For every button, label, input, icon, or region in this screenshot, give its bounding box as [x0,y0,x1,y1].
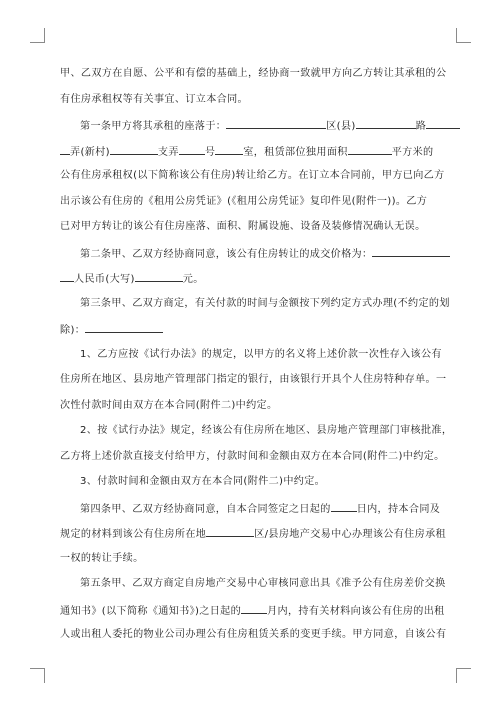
text-line: 出示该公有住房的《租用公房凭证》(《租用公房凭证》复印件见(附件一))。乙方 [60,195,428,207]
text-segment: 元。 [182,274,204,285]
text-segment: 号 [204,146,216,158]
crop-mark-top-right [456,28,471,43]
text-segment: 区/县房地产交易中心办理该公有住房承租 [254,529,446,540]
text-segment: 室，租赁部位独用面积 [243,146,348,158]
clause-2-line-1 [60,245,442,260]
crop-mark-bottom-left [30,668,45,683]
text-line: 乙方将上述价款直接支付给甲方，付款时间和金额由双方在本合同(附件二)中约定。 [60,450,445,462]
text-segment: 人民币(大写) [74,274,135,285]
text-segment: 第二条甲、乙双方经协商同意，该公有住房转让的成交价格为： [80,248,373,260]
text-line: 已对甲方转让的该公有住房座落、面积、附属设施、设备及装修情况确认无误。 [60,221,426,232]
text-segment: 支弄 [157,146,179,158]
clause-3-line-2 [60,321,442,336]
text-segment: 第四条甲、乙双方经协商同意，自本合同签定之日起的 [80,503,331,515]
fill-blank [206,525,254,537]
crop-mark-top-left [30,28,45,43]
text-line: 1、乙方应按《试行办法》的规定，以甲方的名义将上述价款一次性存入该公有 [80,348,442,360]
text-segment: 弄(新村) [70,146,110,158]
text-segment: 月内，持有关材料向该公有住房的出租 [267,605,445,617]
fill-blank [85,321,163,333]
clause-1-line-2 [60,143,442,158]
text-line: 公有住房承租权(以下简称该公有住房)转让给乙方。在订立本合同前，甲方已向乙方 [60,170,445,181]
fill-blank [241,602,267,614]
text-segment: 平方米的 [391,146,434,158]
text-line: 次性付款时间由双方在本合同(附件二)中约定。 [60,399,278,411]
fill-blank [348,143,392,155]
fill-blank [60,270,74,282]
fill-blank [226,117,326,129]
text-segment: 规定的材料到该公有住房所在地 [60,529,207,540]
text-line: 有住房承租权等有关事宜、订立本合同。 [60,93,248,105]
fill-blank [426,117,460,129]
text-segment: 通知书》(以下简称《通知书》)之日起的 [60,605,242,617]
fill-blank [372,245,450,257]
text-line: 2、按《试行办法》规定，经该公有住房所在地区、县房地产管理部门审核批准， [80,425,453,436]
clause-1-line-1 [60,117,442,132]
fill-blank [110,143,158,155]
fill-blank [60,143,70,155]
text-line: 人或出租人委托的物业公司办理公有住房租赁关系的变更手续。甲方同意，自该公有 [60,629,447,640]
clause-4-line-2 [60,525,446,540]
clause-5-line-2 [60,602,445,617]
text-segment: 除)： [60,325,86,336]
text-line: 甲、乙双方在自愿、公平和有偿的基础上，经协商一致就甲方向乙方转让其承租的公 [60,68,447,79]
text-segment: 区(县) [326,121,356,132]
fill-blank [356,117,416,129]
text-segment: 日内，持本合同及 [356,503,441,515]
text-segment: 路 [415,121,427,132]
clause-4-line-1 [60,500,442,515]
text-line: 一权的转让手续。 [60,552,144,564]
clause-2-line-2 [60,270,442,285]
fill-blank [179,143,205,155]
text-segment: 第一条甲方将其承租的座落于： [80,121,227,132]
text-line: 第五条甲、乙双方商定自房地产交易中心审核同意出具《准予公有住房差价交换 [80,578,446,589]
document-body [60,66,453,653]
text-line: 住房所在地区、县房地产管理部门指定的银行，由该银行开具个人住房特种存单。一 [60,374,447,385]
text-line: 3、付款时间和金额由双方在本合同(附件二)中约定。 [80,476,326,487]
fill-blank [215,143,243,155]
fill-blank [135,270,183,282]
text-line: 第三条甲、乙双方商定，有关付款的时间与金额按下列约定方式办理(不约定的划 [80,297,450,309]
fill-blank [331,500,357,512]
crop-mark-bottom-right [456,668,471,683]
